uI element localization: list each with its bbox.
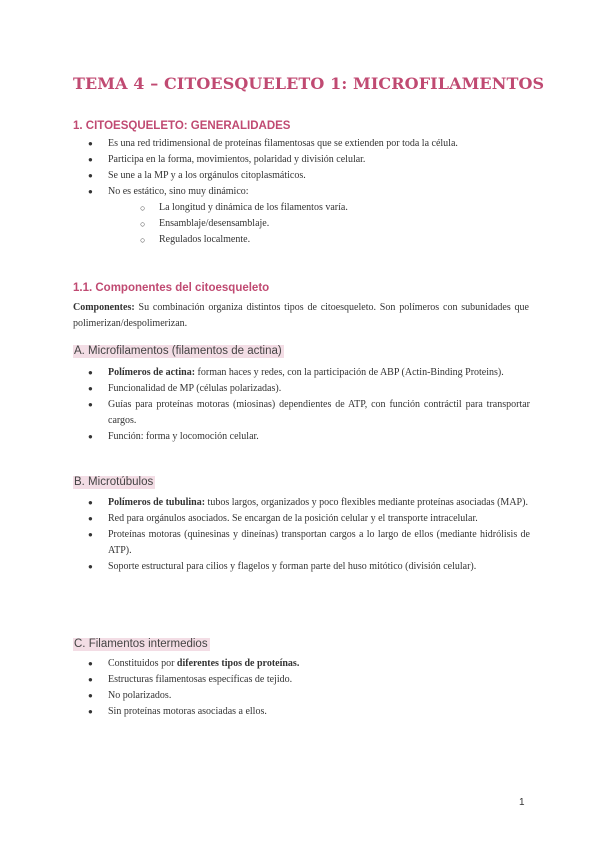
section-c-heading: C. Filamentos intermedios (74, 638, 208, 650)
list-item: ● Se une a la MP y a los orgánulos citoplasmáticos. (82, 168, 530, 184)
list-item: ● Sin proteínas motoras asociadas a ellos. (82, 704, 530, 720)
section-1-1-heading: 1.1. Componentes del citoesqueleto (73, 282, 270, 294)
bold-term: Polímeros de tubulina: (108, 497, 206, 508)
sub-list (108, 200, 530, 248)
list-item: ● Soporte estructural para cilios y flagelos y forman parte del huso mitótico (división celular). (82, 559, 530, 575)
bold-term: diferentes tipos de proteínas. (176, 658, 300, 669)
list-item-text: tubos largos, organizados y poco flexibles mediante proteínas asociadas (MAP). (205, 497, 528, 508)
list-item: ● Función: forma y locomoción celular. (82, 429, 530, 445)
list-item: ● Es una red tridimensional de proteínas filamentosas que se extienden por toda la célula. (82, 136, 530, 152)
bold-term: Polímeros de actina: (108, 367, 196, 378)
list-item (82, 184, 530, 248)
document-title: TEMA 4 – CITOESQUELETO 1: MICROFILAMENTOS (73, 74, 545, 93)
section-1-heading: 1. CITOESQUELETO: GENERALIDADES (73, 120, 291, 132)
section-a-list (82, 365, 530, 445)
list-item-text: Constituidos por (108, 658, 177, 669)
list-item: ● Participa en la forma, movimientos, polaridad y división celular. (82, 152, 530, 168)
list-item-text: forman haces y redes, con la participación de ABP (Actin-Binding Proteins). (195, 367, 504, 378)
list-item (82, 656, 530, 672)
sub-list-item: ○ Regulados localmente. (134, 232, 530, 248)
section-1-list (82, 136, 530, 248)
components-text: Su combinación organiza distintos tipos de citoesqueleto. Son polímeros con subunidades que polimerizan/despolimerizan. (73, 302, 529, 329)
list-item: ● Estructuras filamentosas específicas de tejido. (82, 672, 530, 688)
sub-list-item: ○ La longitud y dinámica de los filamentos varía. (134, 200, 530, 216)
list-item (82, 495, 530, 511)
components-label: Componentes: (73, 302, 135, 313)
list-item: ● Proteínas motoras (quinesinas y dineínas) transportan cargos a lo largo de ellos (mediante hidrólisis de ATP). (82, 527, 530, 559)
section-b-list (82, 495, 530, 575)
sub-list-item: ○ Ensamblaje/desensamblaje. (134, 216, 530, 232)
list-item: ● No polarizados. (82, 688, 530, 704)
section-c-list (82, 656, 530, 720)
list-item: ● Red para orgánulos asociados. Se encargan de la posición celular y el transporte intracelular. (82, 511, 530, 527)
components-paragraph (73, 300, 529, 332)
list-item-text: No es estático, sino muy dinámico: (108, 186, 249, 197)
page-number: 1 (519, 797, 525, 808)
list-item (82, 365, 530, 381)
section-b-heading: B. Microtúbulos (74, 476, 154, 488)
section-a-heading: A. Microfilamentos (filamentos de actina) (74, 345, 282, 357)
list-item: ● Funcionalidad de MP (células polarizadas). (82, 381, 530, 397)
list-item: ● Guías para proteínas motoras (miosinas) dependientes de ATP, con función contráctil para transportar cargos. (82, 397, 530, 429)
